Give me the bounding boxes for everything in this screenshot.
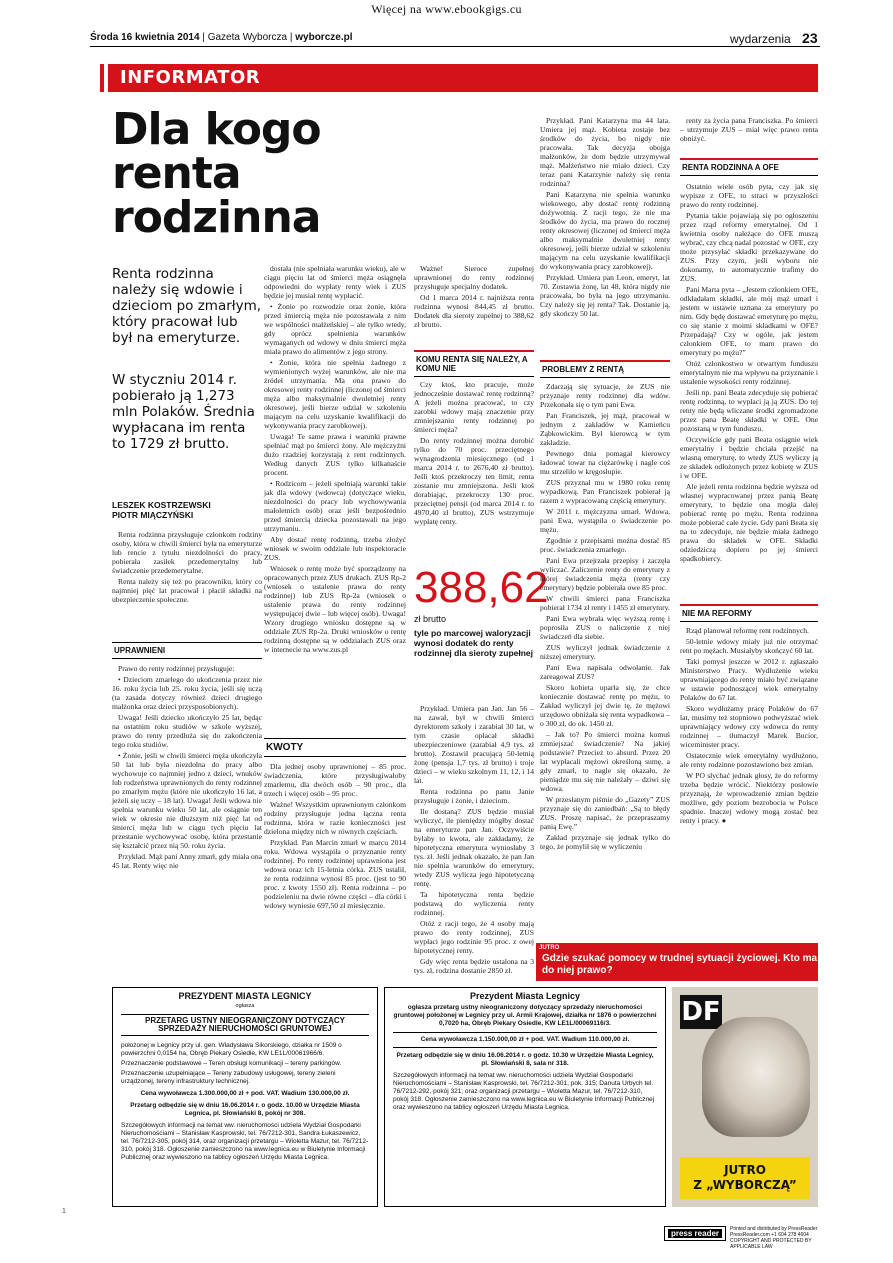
ad-price: Cena wywoławcza 1.150.000,00 zł + pod. VAT. Wadium 110.000,00 zł. xyxy=(393,1032,657,1048)
paragraph: Rząd planował reformę rent rodzinnych. xyxy=(686,626,809,635)
book-logo: DF xyxy=(681,997,721,1027)
promo-line-1: JUTRO xyxy=(724,1163,766,1177)
paragraph: Pani Marta pyta – „Jestem członkiem OFE, odkładałam składki, ale mój mąż umarł i jestem w ustawie uznana za emerytury po nim. Gdy będę dostawać emeryturę po mężu, co się stanie z moimi składkami w OFE? Przepadają? Czy w ogóle, jak jestem członkiem OFE, to mam prawo do emerytury po mężu?” xyxy=(680,285,818,357)
column-2-body xyxy=(264,264,406,714)
page-header-left: Środa 16 kwietnia 2014 | Gazeta Wyborcza | wyborcze.pl xyxy=(90,32,353,43)
section-head-nie-ma-reformy: NIE MA REFORMY xyxy=(680,604,818,622)
paragraph: Pewnego dnia pomagał kierowcy ładować towar na ciężarówkę i nagle coś mu strzeliło w kręgosłupie. xyxy=(540,449,670,476)
paragraph: Ostatecznie wiek emerytalny wydłużono, ale renty rodzinne pozostawiono bez zmian. xyxy=(680,751,818,769)
paragraph: Pytania takie pojawiają się po ogłoszeniu przez rząd reformy emerytalnej. Od 1 kwietnia osoby należące do OFE muszą wybrać, czy chcą nadal pozostać w OFE, czy może przysyłać składki przekazywane do ZUS. Przy czym, jeśli wyboru nie dokonamy, to automatycznie trafimy do ZUS. xyxy=(680,211,818,283)
article-lead-stats: W styczniu 2014 r. pobierało ją 1,273 mln Polaków. Średnia wypłacana im renta to 1729 zł brutto. xyxy=(112,372,255,452)
paragraph: Taki pomysł jeszcze w 2012 r. zgłaszało Ministerstwo Pracy. Wydłużenie wieku uprawniającego do renty miało być związane w ustawie podnoszącej wiek emerytalny Polaków do 67 lat. xyxy=(680,657,818,702)
paragraph: Otóż z racji tego, że 4 osoby mają prawo do renty rodzinnej, ZUS wypłaci jego rodzinie 95 proc. z owej hipotetycznej renty. xyxy=(414,919,534,955)
paragraph: • Żonie po rozwodzie oraz żonie, która przed śmiercią męża nie pozostawała z nim we wspólności małżeńskiej – ale tylko wtedy, gdy oprócz spełnienia warunków wymaganych od wdowy w dniu śmierci męża miała prawo do alimentów z jego strony. xyxy=(264,302,406,356)
paragraph: Gdy więc renta będzie ustalona na 3 tys. zł, rodzina dostanie 2850 zł. xyxy=(414,957,534,975)
paragraph: Przykład. Pani Katarzyna ma 44 lata. Umiera jej mąż. Kobieta zostaje bez środków do życia, bo nigdy nie pracowała. Tak decyzja obojga małżonków, że dom będzie utrzymywał mąż. Małżeństwo nie miało dzieci. Czy teraz pani Katarzynie należy się renta rodzinna? xyxy=(540,116,670,188)
section-head-kwoty: KWOTY xyxy=(264,738,406,757)
paragraph: Renta rodzinna po panu Janie przysługuje i żonie, i dzieciom. xyxy=(414,787,534,805)
pressreader-logo-text: press reader xyxy=(668,1229,722,1238)
paragraph: Zakład przyznaje się jednak tylko do tego, że pomylił się w wyliczeniu xyxy=(540,833,670,851)
paragraph: Pani Ewa napisała odwołanie. Jak zareagował ZUS? xyxy=(540,663,670,681)
column-5-ofe xyxy=(680,182,818,598)
issue-date: Środa 16 kwietnia 2014 xyxy=(90,32,200,43)
paragraph: Ale jeżeli renta rodzinna będzie wyższa od własnej wypracowanej przez panią Beatę emerytury, to będzie ona mogła dalej pobierać rentę po mężu. Renta rodzinna może pobierać całe życie. Gdy pani Beata się na to zdecyduje, nie będzie miała żadnego prawa do składek w OFE. Składki odziedziczą dopiero po jej śmierci spadkobiercy. xyxy=(680,482,818,563)
tomorrow-tag: JUTRO xyxy=(539,945,560,951)
tomorrow-teaser xyxy=(536,943,818,981)
paragraph: Pani Ewa przejrzała przepisy i zaczęła wyliczać. Zaliczenie renty do emerytury z której świadczenia męża (renty czy emerytury) będzie pobierała owe 85 proc. xyxy=(540,556,670,592)
promo-line-2: Z „WYBORCZĄ” xyxy=(693,1178,797,1192)
article-title: Dla kogo renta rodzinna xyxy=(112,104,321,243)
paragraph: renty za życia pana Franciszka. Po śmierci – utrzymuje ZUS – miał więc prawo renta obniżyć. xyxy=(680,116,818,143)
paragraph: Przykład. Pan Marcin zmarł w marcu 2014 roku. Wdowa wystąpiła o przyznanie renty rodzinnej. Po renty rodzinnej uprawniona jest wdowa oraz ich 15-letnia córka. ZUS ustalił, że renta rodzinna wynosi 85 proc. (jest to 90 proc. z kwoty 1550 zł). Renta rodzinna – po podzieleniu na dwie równe części – dla córki i wdowy wyniesie 697,50 zł miesięcznie. xyxy=(264,838,406,910)
ad-subtitle: ogłasza xyxy=(235,1003,255,1009)
paragraph: • Rodzicom – jeżeli spełniają warunki takie jak dla wdowy (wdowca) (dotyczące wieku, niezdolności do pracy lub wychowywania małoletnich osób) oraz jeśli bezpośrednio przed śmiercią dziecka pozostawali na jego utrzymaniu. xyxy=(264,479,406,533)
paragraph: Renta rodzinna przysługuje członkom rodziny osoby, która w chwili śmierci była na emeryturze lub rencie z tytułu niezdolności do pracy, pobierała zasiłek przedemerytalny lub świadczenie przedemerytalne. xyxy=(112,530,262,575)
paragraph: Skoro wydłużamy pracę Polaków do 67 lat, musimy też stopniowo podwyższać wiek uprawniający wdowy czy wdowca do renty rodzinnej – tłumaczył Marek Bucior, wiceminister pracy. xyxy=(680,704,818,749)
paragraph: Przykład. Mąż pani Anny zmarł, gdy miała ona 45 lat. Renty więc nie xyxy=(112,852,262,870)
promo-label xyxy=(680,1157,810,1199)
paragraph: Ostatnio wiele osób pyta, czy jak się wypisze z OFE, to straci w przyszłości prawo do renty rodzinnej. xyxy=(680,182,818,209)
column-5-top xyxy=(680,116,818,146)
ad-info: Szczegółowych informacji na temat ww. nieruchomości udziela Wydział Gospodarki Nieruchomościami – Stanisław Kasprowski, tel. 76/7212-301, pok. 315; Danuta Urbych tel. 76/7212-292, pokój 321; oraz organizacji przetargu – Wioletta Mazur, tel. 76/7212-310, pokój 318. Ogłoszenie zamieszczono na www.legnica.eu w Biuletynie Informacji Publicznej oraz wywieszono na tablicy ogłoszeń Urzędu Miasta Legnica. xyxy=(393,1072,655,1111)
site-name: wyborcze.pl xyxy=(295,32,353,43)
paragraph: 50-letnie wdowy miały już nie otrzymać rent po mężach. Musiałyby skończyć 60 lat. xyxy=(680,637,818,655)
highlight-unit: zł brutto xyxy=(414,614,447,624)
header-rule xyxy=(90,46,820,47)
paragraph: – Jak to? Po śmierci można komuś zmniejszać świadczenie? Na jakiej podstawie? Przecież to absurd. Przez 20 lat wypłacali mężowi określoną sumę, a gdy zmarł, to nagle się okazało, że pieniądze mu się nie należały – dziwi się wdowa. xyxy=(540,730,670,793)
paragraph: Przykład. Umiera pan Jan. Jan 56 – na zawał, był w chwili śmierci dyrektorem szkoły i zarabiał 30 lat, w tym czasie opłacał składki ubezpieczeniowe (zarabiał 4,9 tys. zł brutto). Zostawił pracującą 50-letnią żonę (pensja 1,7 tys. zł brutto) i troje dzieci – w wieku szkolnym 11, 12, i 14 lat. xyxy=(414,704,534,785)
section-banner: INFORMATOR xyxy=(108,64,818,92)
paragraph: Przykład. Umiera pan Leon, emeryt, lat 70. Zostawia żonę, lat 48, która nigdy nie pracowała, bo była na jego utrzymaniu. Czy należy się jej renta? Tak. Dostanie ją, gdy skończy 50 lat. xyxy=(540,273,670,318)
author-2: PIOTR MIĄCZYŃSKI xyxy=(112,510,194,520)
column-3-bottom xyxy=(414,704,534,975)
paragraph: ZUS wyliczył jednak świadczenie z niższej emerytury. xyxy=(540,643,670,661)
paragraph: • Żonie, jeśli w chwili śmierci męża ukończyła 50 lat lub była niezdolna do pracy albo wychowuje co najmniej jedno z dzieci, wnuków lub rodzeństwa uprawnionych do renty rodzinnej po zmarłym mężu (które nie ukończyło 16 lat, a jeżeli się uczy – 18 lat). Uwaga! Jeśli wdowa nie spełnia warunku wieku 50 lat, ale osiągnie ten wiek w okresie nie dłuższym niż pięć lat od śmierci męża lub w ciągu tych pięciu lat przestanie wychowywać osobę, która przestanie się kształcić przez nią 50. roku życia. xyxy=(112,751,262,850)
paragraph: Ważne! Sieroce zupełnej uprawnionej do renty rodzinnej przysługuje specjalny dodatek. xyxy=(414,264,534,291)
tomorrow-text: Gdzie szukać pomocy w trudnej sytuacji życiowej. Kto ma do niej prawo? xyxy=(542,953,818,976)
ad-headline: PRZETARG USTNY NIEOGRANICZONY DOTYCZĄCY SPRZEDAŻY NIERUCHOMOŚCI GRUNTOWEJ xyxy=(121,1014,369,1036)
column-1-body xyxy=(112,664,262,934)
ad-line: położonej w Legnicy przy ul. gen. Władysława Sikorskiego, działka nr 1509 o powierzchni 0,0154 ha, Obręb Piekary Osiedle, KW LE1L/00061966/6. xyxy=(121,1042,342,1057)
ad-price: Cena wywoławcza 1.300.000,00 zł + pod. VAT. Wadium 130.000,00 zł. xyxy=(140,1090,350,1097)
ad-line: Przeznaczenie podstawowe – Teren obsługi komunikacji – tereny parkingów. xyxy=(121,1060,342,1067)
column-3-middle xyxy=(414,380,534,560)
paragraph: Zgodnie z przepisami można dostać 85 proc. świadczenia zmarłego. xyxy=(540,536,670,554)
paragraph: Uwaga! Te same prawa i warunki prawne spełniać mąż po śmierci żony. Ale mężczyźni dużo rzadziej korzystają z rent rodzinnych. Według danych ZUS tylko kilkanaście procent. xyxy=(264,432,406,477)
paragraph: Zdarzają się sytuacje, że ZUS nie przyznaje renty rodzinnej dla wdów. Przekonała się o tym pani Ewa. xyxy=(540,382,670,409)
banner-accent xyxy=(100,64,104,92)
column-3-top xyxy=(414,264,534,344)
column-4-top xyxy=(540,116,670,372)
paragraph: Aby dostać rentę rodzinną, trzeba złożyć wniosek w swoim oddziale lub inspektoracie ZUS. xyxy=(264,535,406,562)
paragraph: Otóż członkostwo w otwartym funduszu emerytalnym nie ma wpływu na przyznanie i ustalenie wysokości renty rodzinnej. xyxy=(680,359,818,386)
paragraph: Pan Franciszek, jej mąż, pracował w jednym z zakładów w Kamieńcu Ząbkowickim. Był kierowcą w tym zakładzie. xyxy=(540,411,670,447)
section-name: wydarzenia xyxy=(730,32,791,46)
portrait-image xyxy=(702,1017,810,1137)
paragraph: Ile dostaną? ZUS będzie musiał wyliczyć, ile pieniędzy mógłby dostać na emeryturze pan Jan. Oczywiście byłaby to kwota, ale zakładamy, że hipotetyczna emerytura wyniosłaby 3 tys. zł. Jeśli jednak okazało, że pan Jan nie spełnia warunków do emerytury, wtedy ZUS wylicza jego hipotetyczną rentę. xyxy=(414,807,534,888)
paragraph: Uwaga! Jeśli dziecko ukończyło 25 lat, będąc na ostatnim roku studiów w szkole wyższej, prawo do renty przedłuża się do zakończenia tego roku studiów. xyxy=(112,713,262,749)
paragraph: Oczywiście gdy pani Beata osiągnie wiek emerytalny i będzie chciała przejść na własną emeryturę, to wtedy ZUS wyliczy ją ze składek odłożonych przez kobietę w ZUS i w OFE. xyxy=(680,435,818,480)
paragraph: W 2011 r. mężczyzna umarł. Wdowa, pani Ewa, wystąpiła o świadczenie po mężu. xyxy=(540,507,670,534)
paragraph: Wniosek o rentę może być sporządzony na opracowanych przez ZUS drukach. ZUS Rp-2 (wniosek o ustalenie prawa do renty rodzinnej) lub ZUS Rp-2a (wniosek o ustalenie prawa do renty rodzinnej występującej dwie – lub więcej osób). Uwaga! Wzory drugiego wniosku dostępne są w oddziale ZUS Rp-2a. Druki wniosków o rentę rodzinną dostępne są w oddziałach ZUS oraz w internecie na www.zus.pl xyxy=(264,564,406,654)
column-4-body xyxy=(540,382,670,938)
paragraph: dostała (nie spełniała warunku wieku), ale w ciągu pięciu lat od śmierci męża osiągnęła odpowiedni do wypłaty renty wiek i ZUS będzie jej musiał rentę wypłacić. xyxy=(264,264,406,300)
paragraph: Czy ktoś, kto pracuje, może jednocześnie dostawać rentę rodzinną? A jeżeli można pracować, to czy zarobki wdowy mają znaczenie przy zmniejszaniu renty rodzinnej po śmierci męża? xyxy=(414,380,534,434)
highlight-number: 388,62 xyxy=(414,563,549,612)
paragraph: W PO słychać jednak głosy, że do reformy trzeba będzie wrócić. Niektórzy posłowie przyznają, że wprowadzenie zmian będzie możliwe, gdy poziom bezrobocia w Polsce spadnie. Inaczej wdowy mogą zostać bez renty i pracy. ● xyxy=(680,771,818,825)
section-head-komu-renta: KOMU RENTA SIĘ NALEŻY, A KOMU NIE xyxy=(414,350,534,377)
ad-info: Szczegółowych informacji na temat ww. nieruchomości udziela Wydział Gospodarki Nieruchomościami – Stanisław Kasprowski, tel. 76/7212-301, Sandra Łukaszewicz, tel. 76/7212-305, pokój 314, oraz organizacji przetargu – Wioletta Mazur, tel. 76/7212-310, pokój 318. Ogłoszenie zamieszczono na www.legnica.eu w Biuletynie Informacji Publicznej oraz wywieszono na tablicy ogłoszeń Urzędu Miasta Legnica. xyxy=(121,1122,369,1161)
page-header-right xyxy=(730,30,818,46)
book-promo-ad xyxy=(672,987,818,1207)
paragraph: Jeśli np. pani Beata zdecyduje się pobierać rentę rodzinną, to wypłaci ją ją ZUS. Do tej renty nie będą wliczane środki zgromadzone przez pana Beatę składki w OFE. One pozostaną w tym funduszu. xyxy=(680,388,818,433)
ad-headline: ogłasza przetarg ustny nieograniczony dotyczący sprzedaży nieruchomości gruntowej położonej w Legnicy przy ul. Armii Krajowej, działka nr 1876 o powierzchni 0,7020 ha, Obręb Piekary Osiedle, KW LE1L/00069116/3. xyxy=(393,1004,657,1027)
pressreader-notice: Printed and distributed by PressReader PressReader.com +1 604 278 4604 COPYRIGHT AND PROTECTED BY APPLICABLE LAW xyxy=(730,1226,818,1250)
pressreader-logo xyxy=(664,1226,726,1241)
section-head-renta-ofe: RENTA RODZINNA A OFE xyxy=(680,158,818,176)
legal-notice-ad-1 xyxy=(112,987,378,1207)
paragraph: W przesłanym piśmie do „Gazety” ZUS przyznaje się do zaniedbań: „Są to błędy ZUS. Proszę napisać, że przepraszamy panią Ewę.” xyxy=(540,795,670,831)
column-5-reforma xyxy=(680,626,818,936)
ad-title: PREZYDENT MIASTA LEGNICY xyxy=(178,991,312,1001)
author-1: LESZEK KOSTRZEWSKI xyxy=(112,500,211,510)
article-lead: Renta rodzinna należy się wdowie i dzieciom po zmarłym, który pracował lub był na emeryturze. xyxy=(112,266,262,346)
highlight-caption: tyle po marcowej waloryzacji wynosi dodatek do renty rodzinnej dla sieroty zupełnej xyxy=(414,628,534,658)
ad-date: Przetarg odbędzie się w dniu 16.06.2014 r. o godz. 10.30 w Urzędzie Miasta Legnicy, pl. Słowiański 8, sala nr 318. xyxy=(396,1052,654,1067)
paragraph: ZUS przyznał mu w 1980 roku rentę wypadkową. Pan Franciszek pobierał ją razem z wypracowaną częścią emerytury. xyxy=(540,478,670,505)
source-url: Więcej na www.ebookgigs.cu xyxy=(371,2,522,16)
paragraph: W chwili śmierci pana Franciszka pobierał 1734 zł renty i 1455 zł emerytury. xyxy=(540,594,670,612)
page-number: 23 xyxy=(802,30,818,46)
ad-title: Prezydent Miasta Legnicy xyxy=(469,991,581,1001)
paragraph: Do renty rodzinnej można dorobić tylko do 70 proc. przeciętnego wynagrodzenia miesięcznego (od 1 marca 2014 r. to 2676,40 zł brutto). Jeśli ktoś przekroczy ten limit, renta zostanie mu zmniejszona. Jeśli ktoś dorabiając, przekroczy 130 proc. przeciętnej pensji (od marca 2014 r. to 4970,40 zł brutto), ZUS wstrzymuje wypłatę renty. xyxy=(414,436,534,526)
section-head-problemy: PROBLEMY Z RENTĄ xyxy=(540,360,670,378)
column-1-intro xyxy=(112,530,262,630)
paragraph: Ważne! Wszystkim uprawnionym członkom rodziny przysługuje jedna łączna renta rodzinna, która w razie konieczności jest dzielona między nich w równych częściach. xyxy=(264,800,406,836)
column-2-kwoty xyxy=(264,762,406,934)
section-head-uprawnieni: UPRAWNIENI xyxy=(112,642,262,659)
paragraph: • Żonie, która nie spełnia żadnego z wymienionych wyżej warunków, ale nie ma źródeł utrzymania. Ma ona prawo do okresowej renty rodzinnej (liczonej od śmierci męża albo maksymalnie dwuletniej renty okresowej, jeśli bierze udział w szkoleniu mającym na celu uzyskanie kwalifikacji do wykonywania pracy zarobkowej). xyxy=(264,358,406,430)
paragraph: Renta należy się też po pracowniku, który co najmniej pięć lat pracował i płacił składki na ubezpieczenie społeczne. xyxy=(112,577,262,604)
ad-line: Przeznaczenie uzupełniające – Tereny zabudowy usługowej, tereny zieleni urządzonej, tereny infrastruktury technicznej. xyxy=(121,1070,336,1085)
authors xyxy=(112,500,262,520)
page-mark: 1 xyxy=(62,1208,66,1215)
paragraph: Pani Katarzyna nie spełnia warunku wiekowego, aby dostać rentę rodzinną dożywotnią. Z racji tego, że nie ma środków do życia, ma prawo do rocznej renty okresowej (liczonej od śmierci męża albo maksymalnie dwuletniej renty okresowej, jeśli bierze udział w szkoleniu mającym na celu uzyskanie kwalifikacji do wykonywania pracy zarobkowej). xyxy=(540,190,670,271)
paragraph: Pani Ewa wybrała więc wyższą rentę i poprosiła ZUS o naliczenie z niej świadczeń dla siebie. xyxy=(540,614,670,641)
ad-date: Przetarg odbędzie się w dniu 16.06.2014 r. o godz. 10.00 w Urzędzie Miasta Legnica, pl. Słowiański 8, pokój nr 308. xyxy=(130,1102,360,1117)
paragraph: Skoro kobieta uparła się, że chce koniecznie dostawać rentę po mężu, to Zakład wyliczył jej dwie tę, że mężowi urzędowo obniżała się renta wypadkowa – o 300 zł, do ok. 1450 zł. xyxy=(540,683,670,728)
paragraph: Dla jednej osoby uprawnionej – 85 proc. świadczenia, które przysługiwałoby zmarłemu, dla dwóch osób – 90 proc., dla trzech i więcej osób – 95 proc. xyxy=(264,762,406,798)
paragraph: • Dzieciom zmarłego do ukończenia przez nie 16. roku życia lub 25. roku życia, jeśli się uczą (ta zasada dotyczy również dzieci drugiego małżonka oraz dzieci przysposobionych). xyxy=(112,675,262,711)
paragraph: Ta hipotetyczna renta będzie podstawą do wyliczenia renty rodzinnej. xyxy=(414,890,534,917)
paragraph: Od 1 marca 2014 r. najniższa renta rodzinna wynosi 844,45 zł brutto. Dodatek dla sieroty zupełnej to 388,62 zł brutto. xyxy=(414,293,534,329)
legal-notice-ad-2 xyxy=(384,987,666,1207)
publication-name: Gazeta Wyborcza xyxy=(207,32,288,43)
paragraph: Prawo do renty rodzinnej przysługuje: xyxy=(118,664,235,673)
